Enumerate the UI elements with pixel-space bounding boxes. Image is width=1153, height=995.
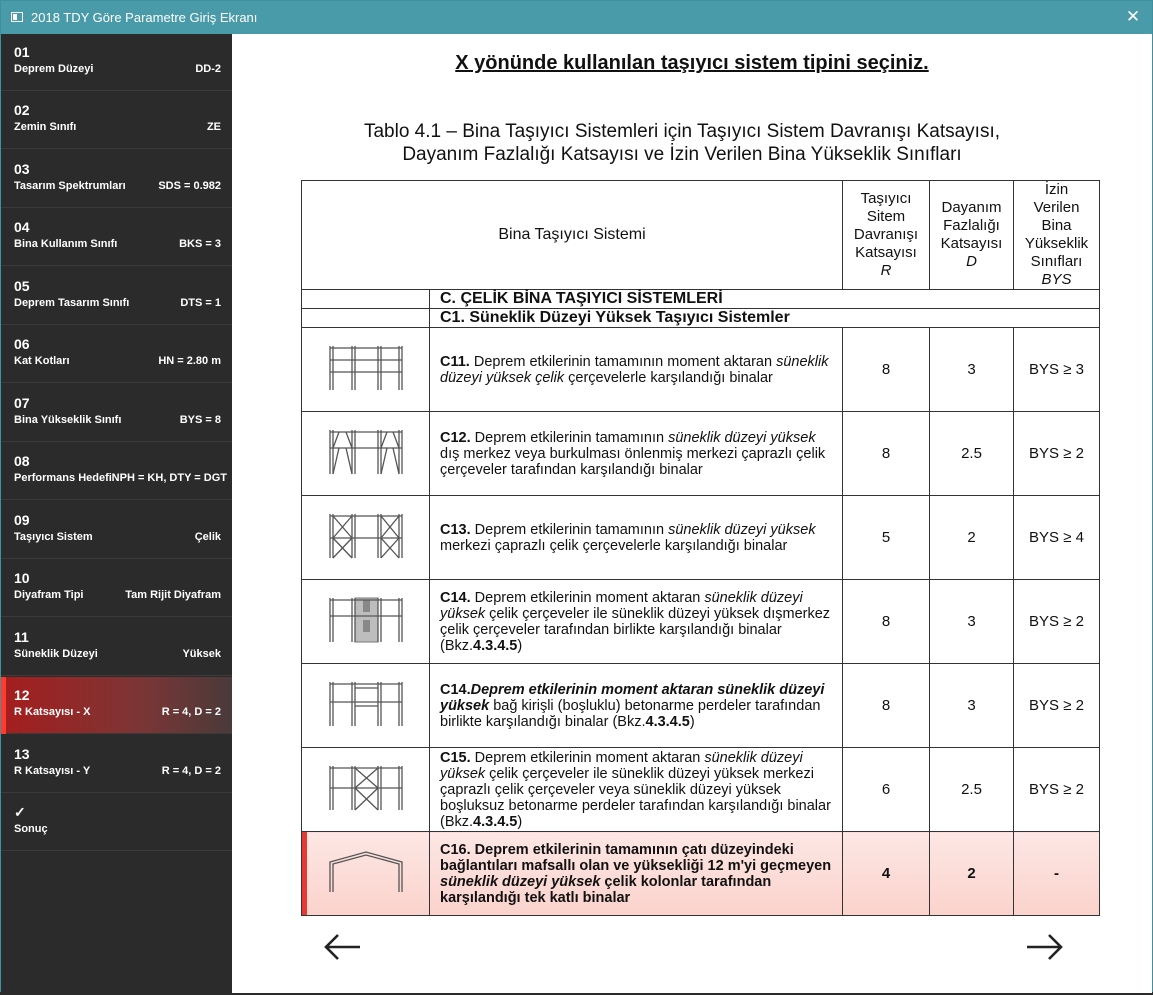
table-row-c14b[interactable] xyxy=(302,664,1100,748)
row-bys: BYS ≥ 2 xyxy=(1014,580,1100,664)
step-diyafram-tipi[interactable] xyxy=(1,560,232,617)
row-r: 8 xyxy=(843,412,930,496)
header-d: Dayanım Fazlalığı Katsayısı D xyxy=(930,181,1014,290)
step-label: Taşıyıcı Sistem xyxy=(14,531,93,543)
step-kat-kotlari[interactable] xyxy=(1,326,232,383)
step-value: R = 4, D = 2 xyxy=(161,706,221,718)
row-bys: - xyxy=(1014,832,1100,916)
step-label: R Katsayısı - X xyxy=(14,706,91,718)
step-number: 12 xyxy=(14,687,30,703)
window-title: 2018 TDY Göre Parametre Giriş Ekranı xyxy=(31,10,258,25)
main-content xyxy=(232,34,1152,993)
header-r: Taşıyıcı Sitem Davranışı Katsayısı R xyxy=(843,181,930,290)
step-number: 13 xyxy=(14,746,30,762)
step-bina-kullanim-sinifi[interactable] xyxy=(1,209,232,266)
coupling-beam-icon xyxy=(302,664,430,748)
table-caption xyxy=(302,120,1062,166)
step-label: Zemin Sınıfı xyxy=(14,121,77,133)
step-label: Bina Kullanım Sınıfı xyxy=(14,238,118,250)
step-label: Süneklik Düzeyi xyxy=(14,648,98,660)
table-row-c14[interactable] xyxy=(302,580,1100,664)
step-bina-yukseklik-sinifi[interactable] xyxy=(1,385,232,442)
row-d: 2.5 xyxy=(930,412,1014,496)
row-bys: BYS ≥ 4 xyxy=(1014,496,1100,580)
row-description: C12. Deprem etkilerinin tamamının süneklik düzeyi yüksek dış merkez veya burkulması önlenmiş merkezi çaprazlı çelik çerçeveler tarafından karşılandığı binalar xyxy=(430,412,843,496)
row-r: 4 xyxy=(843,832,930,916)
row-d: 2 xyxy=(930,832,1014,916)
step-value: HN = 2.80 m xyxy=(158,355,221,367)
steps-sidebar xyxy=(1,34,232,993)
row-bys: BYS ≥ 2 xyxy=(1014,664,1100,748)
row-d: 3 xyxy=(930,664,1014,748)
close-icon[interactable]: ✕ xyxy=(1125,7,1141,26)
step-number: 04 xyxy=(14,219,30,235)
row-description: C16. Deprem etkilerinin tamamının çatı düzeyindeki bağlantıları mafsallı olan ve yüksekliği 12 m'yi geçmeyen süneklik düzeyi yüksek çelik kolonlar tarafından karşılandığı tek katlı binalar xyxy=(430,832,843,916)
step-label: Deprem Tasarım Sınıfı xyxy=(14,297,130,309)
caption-line: Tablo 4.1 – Bina Taşıyıcı Sistemleri için Taşıyıcı Sistem Davranışı Katsayısı, xyxy=(363,121,1001,142)
step-number: 08 xyxy=(14,453,30,469)
app-icon xyxy=(11,12,23,22)
table-row-c12[interactable] xyxy=(302,412,1100,496)
table-row-c15[interactable] xyxy=(302,748,1100,832)
step-label: R Katsayısı - Y xyxy=(14,765,91,777)
row-r: 6 xyxy=(843,748,930,832)
title-bar xyxy=(1,1,1152,34)
row-description: C14.Deprem etkilerinin moment aktaran süneklik düzeyi yüksek bağ kirişli (boşluklu) betonarme perdeler tarafından birlikte karşılandığı binalar (Bkz.4.3.4.5) xyxy=(430,664,843,748)
table-row-c13[interactable] xyxy=(302,496,1100,580)
step-sonuc[interactable] xyxy=(1,794,232,851)
step-zemin-sinifi[interactable] xyxy=(1,92,232,149)
step-label: Diyafram Tipi xyxy=(14,589,84,601)
step-label: Tasarım Spektrumları xyxy=(14,180,126,192)
row-d: 2 xyxy=(930,496,1014,580)
caption-line: Dayanım Fazlalığı Katsayısı ve İzin Verilen Bina Yükseklik Sınıfları xyxy=(402,144,962,165)
step-deprem-tasarim-sinifi[interactable] xyxy=(1,268,232,325)
row-description: C11. Deprem etkilerinin tamamının moment aktaran süneklik düzeyi yüksek çelik çerçevelerle karşılandığı binalar xyxy=(430,328,843,412)
check-icon: ✓ xyxy=(14,804,26,820)
row-bys: BYS ≥ 2 xyxy=(1014,748,1100,832)
step-value: R = 4, D = 2 xyxy=(161,765,221,777)
step-label: Deprem Düzeyi xyxy=(14,63,94,75)
header-system: Bina Taşıyıcı Sistemi xyxy=(302,181,843,290)
row-bys: BYS ≥ 2 xyxy=(1014,412,1100,496)
step-number: 05 xyxy=(14,278,30,294)
row-d: 2.5 xyxy=(930,748,1014,832)
step-tasarim-spektrumlari[interactable] xyxy=(1,151,232,208)
row-description: C15. Deprem etkilerinin moment aktaran süneklik düzeyi yüksek çelik çerçeveler ile süneklik düzeyi yüksek merkezi çaprazlı çelik çerçeveler veya süneklik düzeyi yüksek boşluksuz betonarme perdeler tarafından karşılandığı binalar (Bkz.4.3.4.5) xyxy=(430,748,843,832)
concentric-brace-icon xyxy=(302,496,430,580)
wall-frame-icon xyxy=(302,580,430,664)
section-subtitle: C1. Süneklik Düzeyi Yüksek Taşıyıcı Sistemler xyxy=(430,309,1100,328)
header-bys: İzin Verilen Bina Yükseklik Sınıfları BYS xyxy=(1014,181,1100,290)
step-label: Performans Hedefi xyxy=(14,472,112,484)
section-row xyxy=(302,309,1100,328)
step-label: Kat Kotları xyxy=(14,355,70,367)
row-bys: BYS ≥ 3 xyxy=(1014,328,1100,412)
step-r-katsayisi-y[interactable] xyxy=(1,736,232,793)
row-r: 8 xyxy=(843,328,930,412)
section-title: C. ÇELİK BİNA TAŞIYICI SİSTEMLERİ xyxy=(430,290,1100,309)
step-value: Çelik xyxy=(194,531,221,543)
table-header-row xyxy=(302,181,1100,290)
step-value: NPH = KH, DTY = DGT xyxy=(111,472,227,484)
section-row xyxy=(302,290,1100,309)
step-number: 10 xyxy=(14,570,30,586)
row-d: 3 xyxy=(930,328,1014,412)
system-table xyxy=(301,180,1100,916)
row-r: 8 xyxy=(843,580,930,664)
back-arrow-icon[interactable] xyxy=(322,932,362,962)
portal-frame-icon xyxy=(302,832,430,916)
step-value: BYS = 8 xyxy=(179,414,221,426)
braced-frame-icon xyxy=(302,748,430,832)
step-deprem-duzeyi[interactable] xyxy=(1,34,232,91)
page-title: X yönünde kullanılan taşıyıcı sistem tipini seçiniz. xyxy=(455,52,929,74)
moment-frame-icon xyxy=(302,328,430,412)
step-label: Bina Yükseklik Sınıfı xyxy=(14,414,122,426)
step-value: Tam Rijit Diyafram xyxy=(125,589,221,601)
step-label: Sonuç xyxy=(14,823,48,835)
table-row-c16-selected[interactable] xyxy=(302,832,1100,916)
step-value: Yüksek xyxy=(182,648,221,660)
step-number: 03 xyxy=(14,161,30,177)
step-number: 02 xyxy=(14,102,30,118)
step-value: DTS = 1 xyxy=(180,297,221,309)
row-d: 3 xyxy=(930,580,1014,664)
eccentric-brace-icon xyxy=(302,412,430,496)
selection-marker xyxy=(302,832,307,915)
step-value: SDS = 0.982 xyxy=(158,180,221,192)
step-value: BKS = 3 xyxy=(179,238,221,250)
step-value: ZE xyxy=(206,121,221,133)
row-description: C13. Deprem etkilerinin tamamının süneklik düzeyi yüksek merkezi çaprazlı çelik çerçevelerle karşılandığı binalar xyxy=(430,496,843,580)
next-arrow-icon[interactable] xyxy=(1025,932,1065,962)
step-number: 11 xyxy=(14,629,29,645)
table-row-c11[interactable] xyxy=(302,328,1100,412)
step-number: 07 xyxy=(14,395,30,411)
row-description: C14. Deprem etkilerinin moment aktaran süneklik düzeyi yüksek çelik çerçeveler ile süneklik düzeyi yüksek dışmerkez çelik çerçeveler tarafından birlikte karşılandığı binalar (Bkz.4.3.4.5) xyxy=(430,580,843,664)
step-suneklik-duzeyi[interactable] xyxy=(1,619,232,676)
step-performans-hedefi[interactable] xyxy=(1,443,232,500)
step-number: 01 xyxy=(14,44,30,60)
step-value: DD-2 xyxy=(195,63,221,75)
step-number: 09 xyxy=(14,512,30,528)
step-r-katsayisi-x[interactable] xyxy=(1,677,232,734)
step-tasiyici-sistem[interactable] xyxy=(1,502,232,559)
row-r: 8 xyxy=(843,664,930,748)
row-r: 5 xyxy=(843,496,930,580)
step-number: 06 xyxy=(14,336,30,352)
